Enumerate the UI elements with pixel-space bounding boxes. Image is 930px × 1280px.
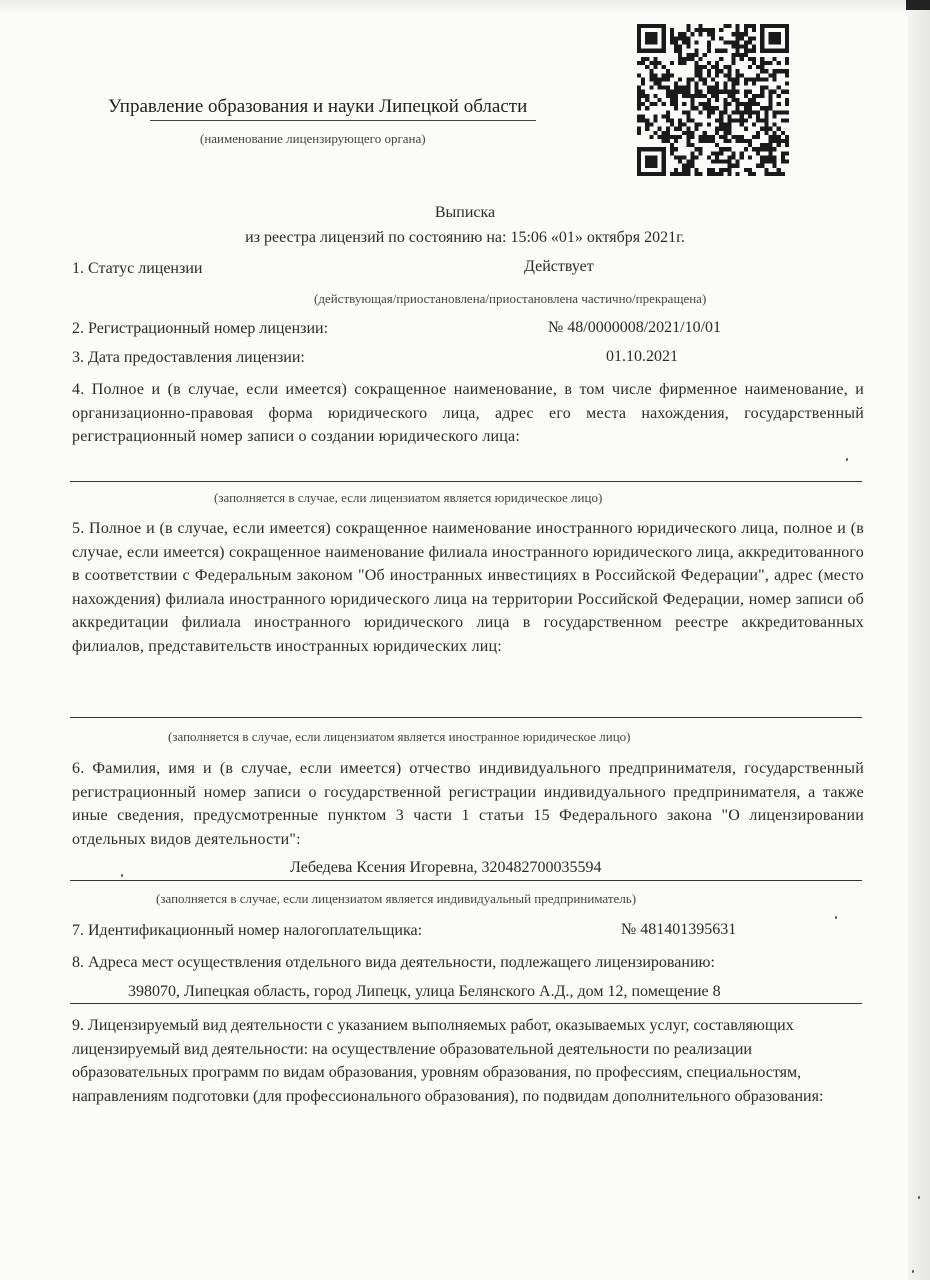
license-status-caption: (действующая/приостановлена/приостановлена частично/прекращена) xyxy=(314,291,707,306)
scan-speck xyxy=(835,916,837,919)
scan-speck xyxy=(846,458,848,461)
license-status-label: 1. Статус лицензии xyxy=(72,260,203,277)
registration-number-value: № 48/0000008/2021/10/01 xyxy=(548,319,722,336)
authority-underline xyxy=(150,120,536,121)
item6-text: 6. Фамилия, имя и (в случае, если имеется) отчество индивидуального предпринимателя, государственный регистрационный номер записи о государственной регистрации индивидуального предпринимателя, а также иные сведения, предусмотренные пунктом 3 части 1 статьи 15 Федерального закона "О лицензировании отдельных видов деятельности": xyxy=(72,760,864,848)
scan-speck xyxy=(912,1270,914,1273)
activity-address-label: 8. Адреса мест осуществления отдельного вида деятельности, подлежащего лицензированию: xyxy=(72,954,715,971)
item6-fill-line xyxy=(70,880,862,881)
scan-speck xyxy=(918,1196,920,1199)
license-date-label: 3. Дата предоставления лицензии: xyxy=(72,349,305,366)
item9-text: 9. Лицензируемый вид деятельности с указанием выполняемых работ, оказываемых услуг, составляющих лицензируемый вид деятельности: на осуществление образовательной деятельности по реализации образовательных программ по видам образования, уровням образования, по профессиям, специальностям, направлениям подготовки (для профессионального образования), по подвидам дополнительного образования: xyxy=(72,1017,824,1105)
scan-shadow xyxy=(0,0,930,14)
scan-corner xyxy=(906,0,930,10)
scan-edge xyxy=(908,0,930,1280)
item5-fill-line xyxy=(70,717,862,718)
qr-code-icon xyxy=(637,24,789,176)
item5-text: 5. Полное и (в случае, если имеется) сокращенное наименование иностранного юридического лица, полное и (в случае, если имеется) сокращенное наименование филиала иностранного юридического лица, аккредитованного в соответствии с Федеральным законом "Об иностранных инвестициях в Российской Федерации", адрес (место нахождения) филиала иностранного юридического лица на территории Российской Федерации, номер записи об аккредитации филиала иностранного юридического лица в государственном реестре аккредитованных филиалов, представительств иностранных юридических лиц: xyxy=(72,520,864,655)
document-subtitle: из реестра лицензий по состоянию на: 15:06 «01» октября 2021г. xyxy=(245,229,685,246)
license-status-value: Действует xyxy=(524,258,594,275)
tax-id-label: 7. Идентификационный номер налогоплательщика: xyxy=(72,922,423,939)
license-date-value: 01.10.2021 xyxy=(606,348,678,365)
item6-caption: (заполняется в случае, если лицензиатом является индивидуальный предприниматель) xyxy=(156,891,637,906)
licensing-authority-name: Управление образования и науки Липецкой области xyxy=(108,96,528,117)
activity-address-value: 398070, Липецкая область, город Липецк, улица Белянского А.Д., дом 12, помещение 8 xyxy=(128,983,721,1000)
tax-id-value: № 481401395631 xyxy=(621,921,737,938)
item4-fill-line xyxy=(70,481,862,482)
entrepreneur-name-value: Лебедева Ксения Игоревна, 320482700035594 xyxy=(290,859,602,876)
item5-caption: (заполняется в случае, если лицензиатом является иностранное юридическое лицо) xyxy=(168,729,631,744)
authority-caption: (наименование лицензирующего органа) xyxy=(200,131,426,146)
document-title: Выписка xyxy=(434,204,496,221)
registration-number-label: 2. Регистрационный номер лицензии: xyxy=(72,320,329,337)
scan-speck xyxy=(121,874,123,877)
item8-fill-line xyxy=(70,1003,862,1004)
item4-caption: (заполняется в случае, если лицензиатом является юридическое лицо) xyxy=(214,490,603,505)
item4-text: 4. Полное и (в случае, если имеется) сокращенное наименование, в том числе фирменное наименование, и организационно-правовая форма юридического лица, адрес его места нахождения, государственный регистрационный номер записи о создании юридического лица: xyxy=(72,381,864,445)
